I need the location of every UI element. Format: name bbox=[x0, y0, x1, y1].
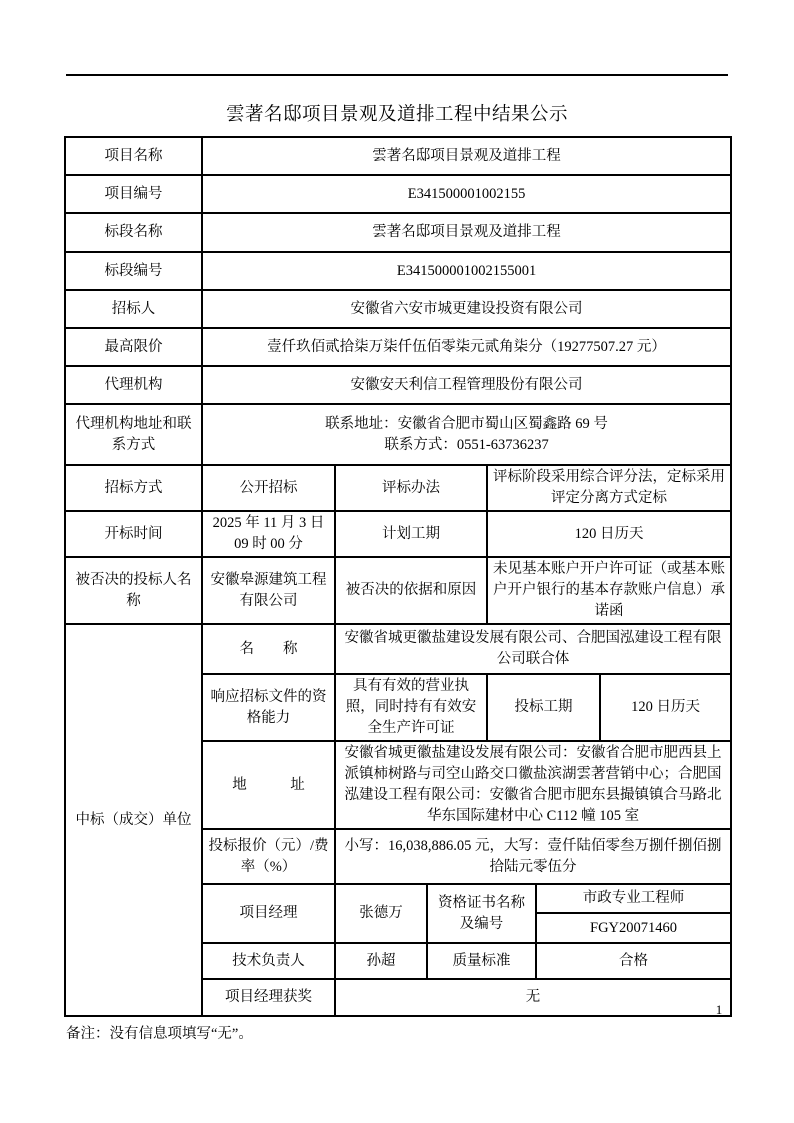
row-tenderee bbox=[65, 290, 731, 328]
price-limit-label: 最高限价 bbox=[65, 328, 202, 366]
certificate-label: 资格证书名称及编号 bbox=[427, 884, 536, 943]
section-name-value: 雲著名邸项目景观及道排工程 bbox=[202, 213, 731, 252]
page-number: 1 bbox=[715, 1002, 723, 1017]
section-name-label: 标段名称 bbox=[65, 213, 202, 252]
row-rejected-bidder bbox=[65, 557, 731, 624]
winner-bid-duration-label: 投标工期 bbox=[487, 674, 600, 741]
certificate-name: 市政专业工程师 bbox=[536, 884, 731, 913]
footnote: 备注：没有信息项填写“无”。 bbox=[66, 1026, 253, 1042]
planned-duration-value: 120 日历天 bbox=[487, 511, 731, 557]
winner-bid-duration-value: 120 日历天 bbox=[600, 674, 731, 741]
winner-qualification-label: 响应招标文件的资格能力 bbox=[202, 674, 335, 741]
row-project-code bbox=[65, 175, 731, 213]
rejected-bidder-label: 被否决的投标人名称 bbox=[65, 557, 202, 624]
tenderee-label: 招标人 bbox=[65, 290, 202, 328]
project-code-value: E341500001002155 bbox=[202, 175, 731, 213]
rejection-reason-value: 未见基本账户开户许可证（或基本账户开户银行的基本存款账户信息）承诺函 bbox=[487, 557, 731, 624]
agency-value: 安徽安天利信工程管理股份有限公司 bbox=[202, 366, 731, 404]
manager-awards-label: 项目经理获奖 bbox=[202, 979, 335, 1016]
tender-method-label: 招标方式 bbox=[65, 465, 202, 511]
row-agency-contact bbox=[65, 404, 731, 465]
quality-standard-value: 合格 bbox=[536, 943, 731, 979]
row-section-code bbox=[65, 252, 731, 290]
rejected-bidder-value: 安徽皋源建筑工程有限公司 bbox=[202, 557, 335, 624]
technical-lead-label: 技术负责人 bbox=[202, 943, 335, 979]
row-price-limit bbox=[65, 328, 731, 366]
bid-opening-value: 2025 年 11 月 3 日 09 时 00 分 bbox=[202, 511, 335, 557]
manager-awards-value: 无 bbox=[335, 979, 731, 1016]
winner-section-label: 中标（成交）单位 bbox=[65, 624, 202, 1016]
evaluation-method-label: 评标办法 bbox=[335, 465, 487, 511]
winner-bid-price-label: 投标报价（元）/费率（%） bbox=[202, 829, 335, 884]
project-code-label: 项目编号 bbox=[65, 175, 202, 213]
bid-result-table bbox=[64, 136, 732, 1017]
project-manager-label: 项目经理 bbox=[202, 884, 335, 943]
certificate-number: FGY20071460 bbox=[536, 913, 731, 943]
winner-qualification-value: 具有有效的营业执照，同时持有有效安全生产许可证 bbox=[335, 674, 487, 741]
winner-address-value: 安徽省城更徽盐建设发展有限公司：安徽省合肥市肥西县上派镇柿树路与司空山路交口徽盐滨湖雲著营销中心；合肥国泓建设工程有限公司：安徽省合肥市肥东县撮镇镇合马路北华东国际建材中心 C112 幢 105 室 bbox=[335, 741, 731, 829]
row-winner-name bbox=[65, 624, 731, 674]
row-tender-method bbox=[65, 465, 731, 511]
project-name-value: 雲著名邸项目景观及道排工程 bbox=[202, 137, 731, 175]
planned-duration-label: 计划工期 bbox=[335, 511, 487, 557]
section-code-value: E341500001002155001 bbox=[202, 252, 731, 290]
tenderee-value: 安徽省六安市城更建设投资有限公司 bbox=[202, 290, 731, 328]
tender-method-value: 公开招标 bbox=[202, 465, 335, 511]
quality-standard-label: 质量标准 bbox=[427, 943, 536, 979]
row-section-name bbox=[65, 213, 731, 252]
bid-opening-label: 开标时间 bbox=[65, 511, 202, 557]
winner-bid-price-value: 小写：16,038,886.05 元，大写：壹仟陆佰零叁万捌仟捌佰捌拾陆元零伍分 bbox=[335, 829, 731, 884]
row-agency bbox=[65, 366, 731, 404]
winner-name-value: 安徽省城更徽盐建设发展有限公司、合肥国泓建设工程有限公司联合体 bbox=[335, 624, 731, 674]
project-manager-value: 张德万 bbox=[335, 884, 427, 943]
evaluation-method-value: 评标阶段采用综合评分法，定标采用评定分离方式定标 bbox=[487, 465, 731, 511]
page-title: 雲著名邸项目景观及道排工程中结果公示 bbox=[225, 105, 568, 125]
row-bid-opening bbox=[65, 511, 731, 557]
section-code-label: 标段编号 bbox=[65, 252, 202, 290]
project-name-label: 项目名称 bbox=[65, 137, 202, 175]
price-limit-value: 壹仟玖佰贰拾柒万柒仟伍佰零柒元贰角柒分（19277507.27 元） bbox=[202, 328, 731, 366]
header-rule bbox=[66, 74, 728, 76]
winner-address-label: 地 址 bbox=[202, 741, 335, 829]
agency-label: 代理机构 bbox=[65, 366, 202, 404]
agency-contact-address: 联系地址：安徽省合肥市蜀山区蜀鑫路 69 号 bbox=[325, 415, 608, 432]
rejection-reason-label: 被否决的依据和原因 bbox=[335, 557, 487, 624]
winner-name-label: 名 称 bbox=[202, 624, 335, 674]
agency-contact-value bbox=[202, 404, 731, 465]
agency-contact-label: 代理机构地址和联系方式 bbox=[65, 404, 202, 465]
technical-lead-value: 孙超 bbox=[335, 943, 427, 979]
row-project-name bbox=[65, 137, 731, 175]
agency-contact-phone: 联系方式：0551-63736237 bbox=[384, 436, 549, 453]
